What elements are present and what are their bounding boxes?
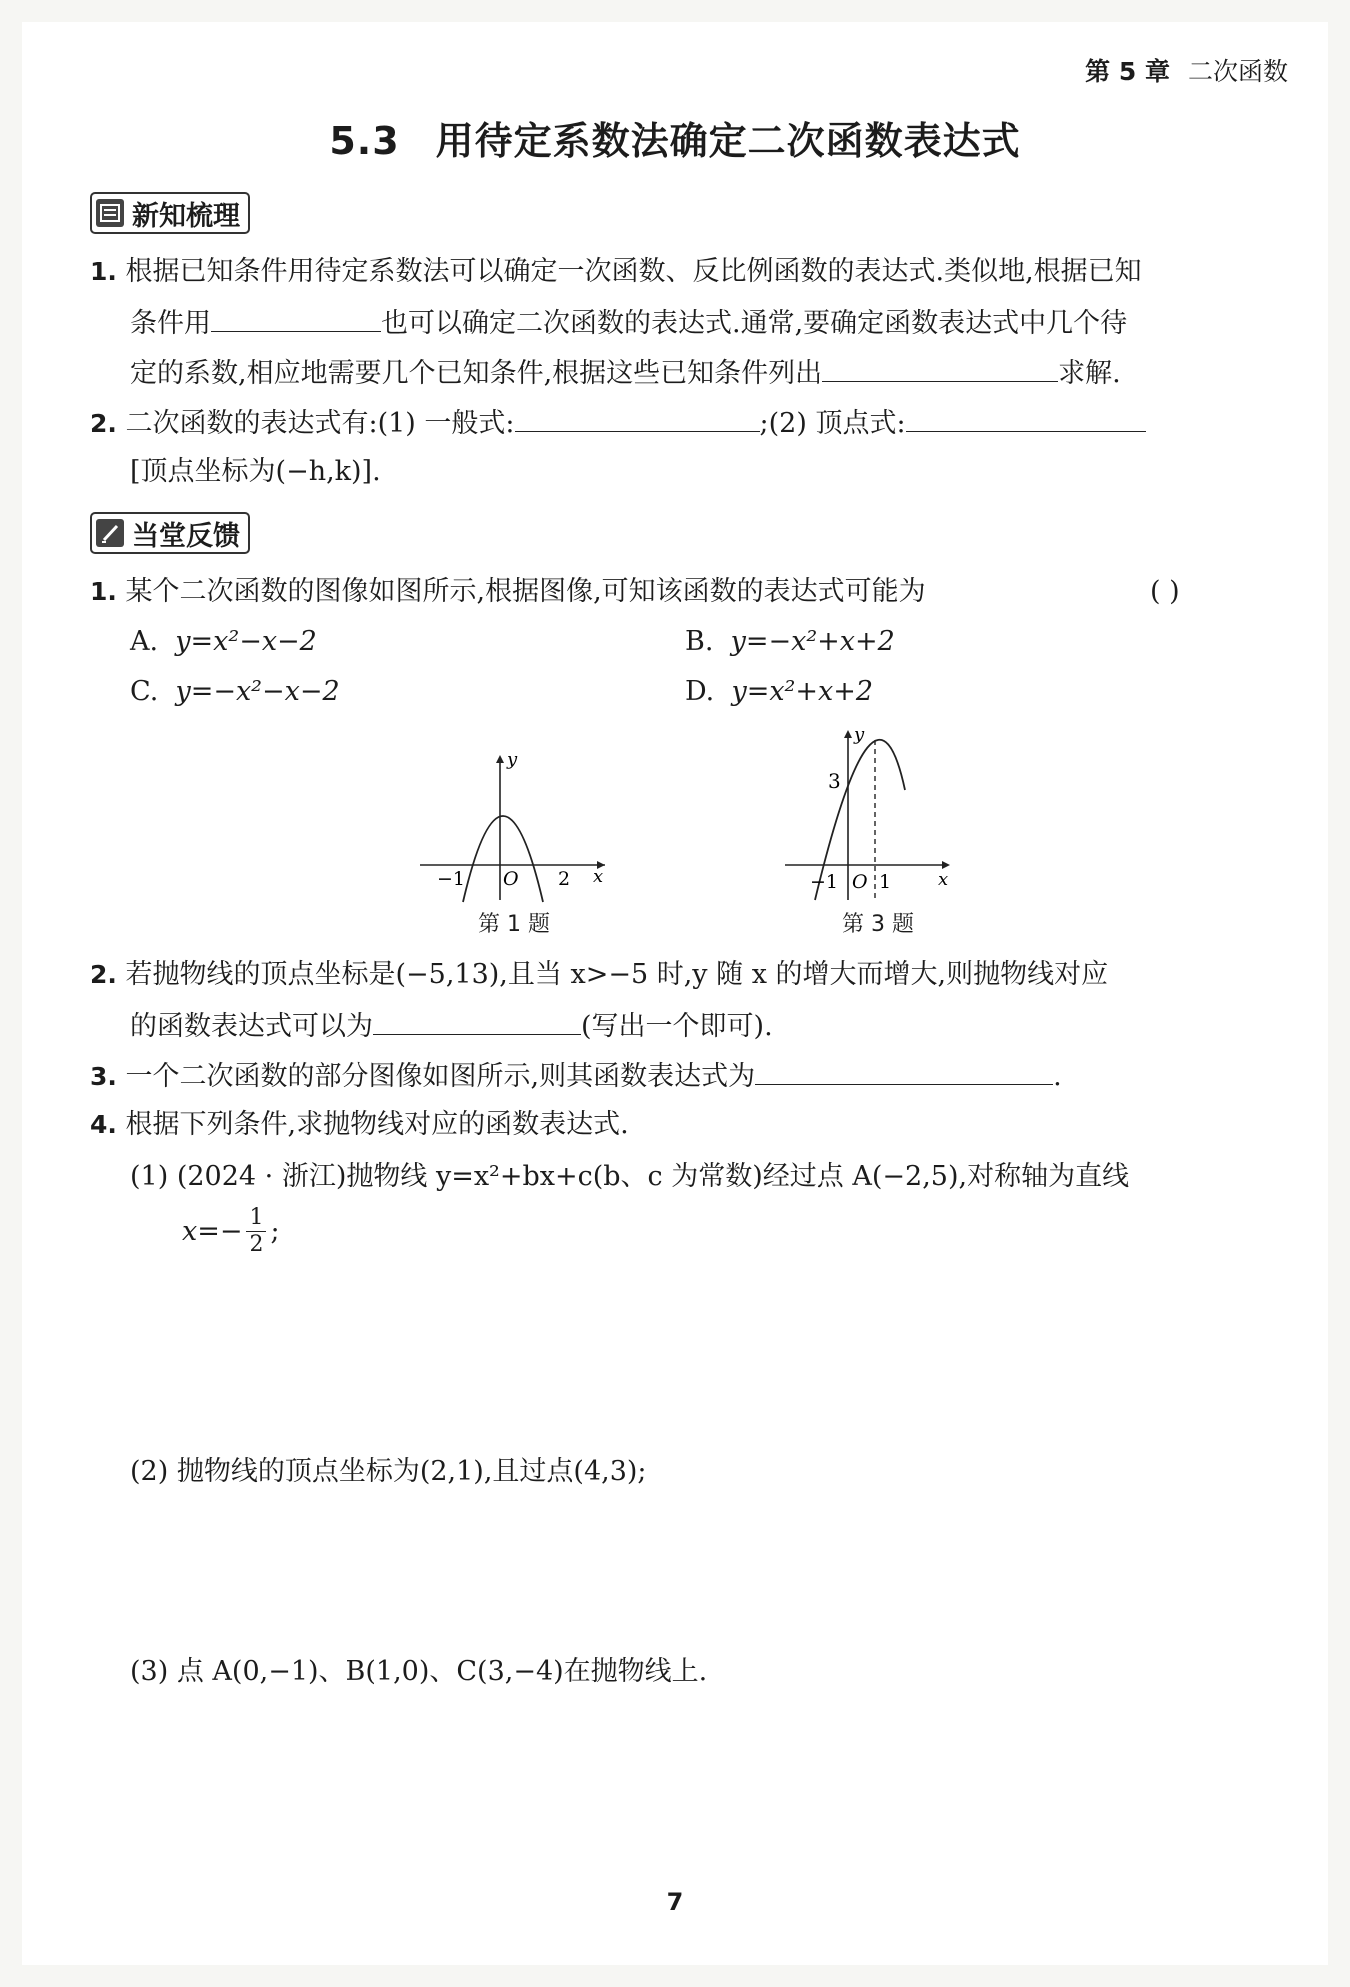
x-axis-arrow [942,861,950,869]
running-header [1085,52,1288,88]
text: x=− [182,1216,243,1247]
text: 一个二次函数的部分图像如图所示,则其函数表达式为 [125,1061,756,1092]
x-label: x [593,866,604,887]
option-b[interactable] [685,625,895,659]
s1-q2-line2 [130,455,381,489]
text: 根据下列条件,求抛物线对应的函数表达式. [125,1109,629,1140]
fraction-denominator: 2 [246,1231,266,1258]
fraction [246,1205,266,1258]
text: 条件用 [130,308,211,339]
option-expr: y=−x²−x−2 [175,676,340,707]
y-axis-arrow [844,730,852,738]
tick-label-1: 1 [879,871,892,893]
text: 根据已知条件用待定系数法可以确定一次函数、反比例函数的表达式.类似地,根据已知 [125,256,1142,287]
text: ;(2) 顶点式: [759,408,906,439]
s1-q1-line1 [90,255,1142,289]
answer-blank[interactable] [515,405,760,432]
answer-blank[interactable] [211,305,381,332]
s2-q1 [90,575,926,609]
option-expr: y=x²−x−2 [175,626,317,657]
option-c[interactable] [130,675,340,709]
section-title: 用待定系数法确定二次函数表达式 [435,119,1021,163]
question-number: 2. [90,409,117,438]
text: 也可以确定二次函数的表达式.通常,要确定函数表达式中几个待 [381,308,1128,339]
question-number: 1. [90,257,117,286]
section-heading-new-knowledge [90,192,250,234]
origin-label: O [852,871,868,893]
section-heading-feedback [90,512,250,554]
figure-caption-q3: 第 3 题 [842,912,914,937]
figure-q3-graph [780,720,960,905]
question-number: 4. [90,1110,117,1139]
text: 定的系数,相应地需要几个已知条件,根据这些已知条件列出 [130,358,823,389]
section-label: 新知梳理 [132,200,240,232]
text: [顶点坐标为(−h,k)]. [130,456,381,487]
option-letter: C. [130,676,159,707]
chapter-label: 第 5 章 [1085,57,1170,86]
chapter-topic: 二次函数 [1187,57,1288,86]
s2-q4-part1-line2 [182,1205,280,1258]
x-label: x [938,869,949,890]
text: (写出一个即可). [581,1011,773,1042]
tick-label-3: 3 [828,769,841,793]
option-letter: B. [685,626,714,657]
text: . [1053,1061,1062,1092]
option-letter: D. [685,676,715,707]
y-label: y [854,724,865,745]
option-a[interactable] [130,625,317,659]
option-d[interactable] [685,675,873,709]
s2-q2-line2 [130,1008,773,1044]
book-icon [96,199,124,227]
s1-q1-line3 [130,355,1121,391]
page-number: 7 [666,1888,684,1916]
text: 的函数表达式可以为 [130,1011,373,1042]
s2-q4-part3: (3) 点 A(0,−1)、B(1,0)、C(3,−4)在抛物线上. [130,1656,708,1687]
s2-q2-line1 [90,958,1108,992]
option-expr: y=−x²+x+2 [730,626,895,657]
question-number: 2. [90,960,117,989]
text: 某个二次函数的图像如图所示,根据图像,可知该函数的表达式可能为 [125,576,926,607]
option-expr: y=x²+x+2 [731,676,874,707]
figure-caption-q1: 第 1 题 [478,912,550,937]
section-number: 5.3 [329,119,400,163]
answer-paren[interactable]: ( ) [1150,576,1180,607]
s2-q4 [90,1108,629,1142]
y-axis-arrow [496,755,504,763]
tick-label-neg1: −1 [437,868,466,890]
fraction-numerator: 1 [249,1205,264,1230]
s2-q3 [90,1058,1062,1094]
answer-blank[interactable] [822,355,1058,382]
answer-blank[interactable] [755,1058,1053,1085]
page-title [0,110,1350,165]
text: ; [270,1216,280,1247]
question-number: 3. [90,1062,117,1091]
tick-label-neg1: −1 [810,871,839,893]
answer-blank[interactable] [373,1008,581,1035]
figure-q1-graph [415,745,615,905]
question-number: 1. [90,577,117,606]
tick-label-2: 2 [558,868,571,890]
s1-q2-line1 [90,405,1146,441]
answer-blank[interactable] [906,405,1146,432]
s2-q4-part2: (2) 抛物线的顶点坐标为(2,1),且过点(4,3); [130,1456,647,1487]
s1-q1-line2 [130,305,1127,341]
text: 二次函数的表达式有:(1) 一般式: [125,408,515,439]
text: 若抛物线的顶点坐标是(−5,13),且当 x>−5 时,y 随 x 的增大而增大,则抛物线对应 [125,959,1109,990]
pencil-icon [96,519,124,547]
origin-label: O [503,868,519,890]
option-letter: A. [130,626,159,657]
text: 求解. [1058,358,1121,389]
s2-q4-part1-line1: (1) (2024 · 浙江)抛物线 y=x²+bx+c(b、c 为常数)经过点 A(−2,5),对称轴为直线 [130,1161,1130,1192]
y-label: y [507,749,518,770]
section-label: 当堂反馈 [132,520,240,552]
